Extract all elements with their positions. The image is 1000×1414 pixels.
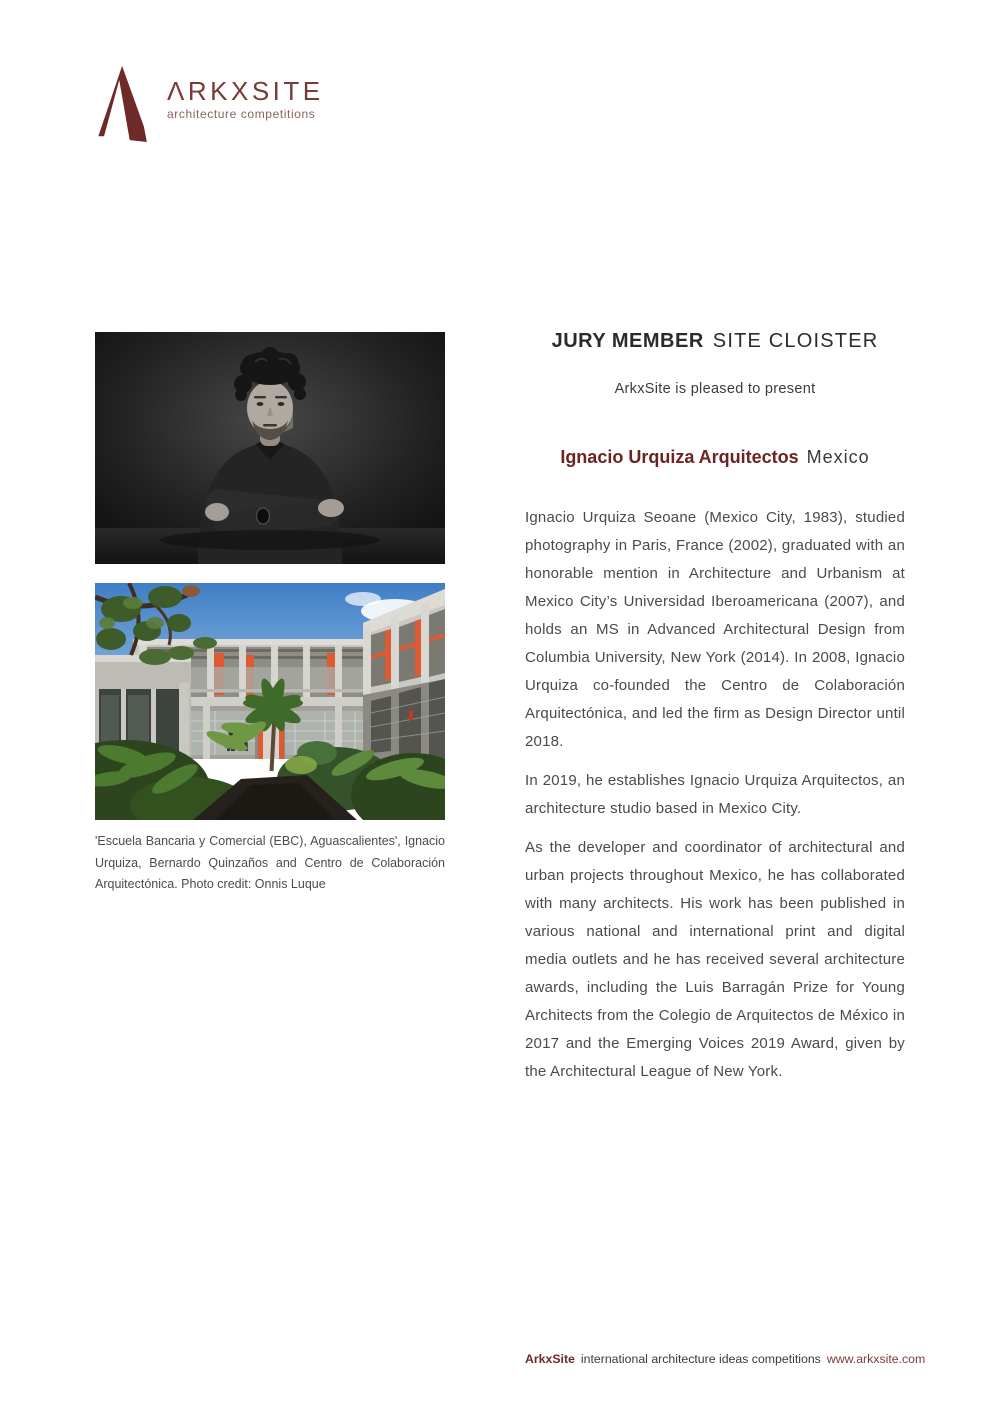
- jury-country: Mexico: [806, 447, 870, 467]
- jury-name: Ignacio Urquiza Arquitectos: [560, 447, 799, 467]
- portrait-photo-image: [95, 332, 445, 564]
- logo-tagline: architecture competitions: [167, 107, 316, 121]
- bio-paragraph-1: Ignacio Urquiza Seoane (Mexico City, 1983), studied photography in Paris, France (2002), graduated with an honorable mention in Architecture and Urbanism at Mexico City’s Universidad Iberoamericana (2007), and holds an MS in Advanced Architectural Design from Columbia University, New York (2014). In 2008, Ignacio Urquiza co-founded the Centro de Colaboración Arquitectónica, and led the firm as Design Director until 2018.: [525, 509, 905, 750]
- content-column: [525, 330, 905, 1097]
- project-photo-image: [95, 583, 445, 820]
- page-title-jury-member: JURY MEMBER: [551, 330, 704, 352]
- bio-paragraph-3: As the developer and coordinator of architectural and urban projects throughout Mexico, he has collaborated with many architects. His work has been published in various national and international print and digital media outlets and he has received several architecture awards, including the Luis Barragán Prize for Young Architects from the Colegio de Arquitectos de México in 2017 and the Emerging Voices 2019 Award, given by the Architectural League of New York.: [525, 839, 905, 1080]
- photo-caption: 'Escuela Bancaria y Comercial (EBC), Aguascalientes', Ignacio Urquiza, Bernardo Quinzaños and Centro de Colaboración Arquitectónica. Photo credit: Onnis Luque: [95, 834, 445, 891]
- portrait-photo: [95, 332, 445, 564]
- project-photo: [95, 583, 445, 820]
- footer-brand: ArkxSite: [525, 1352, 575, 1366]
- intro-line: ArkxSite is pleased to present: [614, 381, 816, 397]
- photo-column: [95, 332, 445, 896]
- footer-url-link[interactable]: www.arkxsite.com: [826, 1352, 926, 1366]
- arkxsite-lambda-icon: [95, 64, 153, 142]
- page-title-site-cloister: SITE CLOISTER: [712, 330, 879, 352]
- page-footer: [525, 1352, 926, 1366]
- page-title: [525, 330, 905, 352]
- logo-wordmark: ΛRKXSITE: [167, 76, 324, 106]
- jury-bio: [525, 504, 905, 1086]
- bio-paragraph-2: In 2019, he establishes Ignacio Urquiza Arquitectos, an architecture studio based in Mexico City.: [525, 772, 905, 817]
- arkxsite-logo: [95, 64, 324, 142]
- logo-text-block: [167, 64, 324, 121]
- jury-name-line: [525, 447, 905, 468]
- footer-tagline: international architecture ideas competitions: [580, 1352, 821, 1366]
